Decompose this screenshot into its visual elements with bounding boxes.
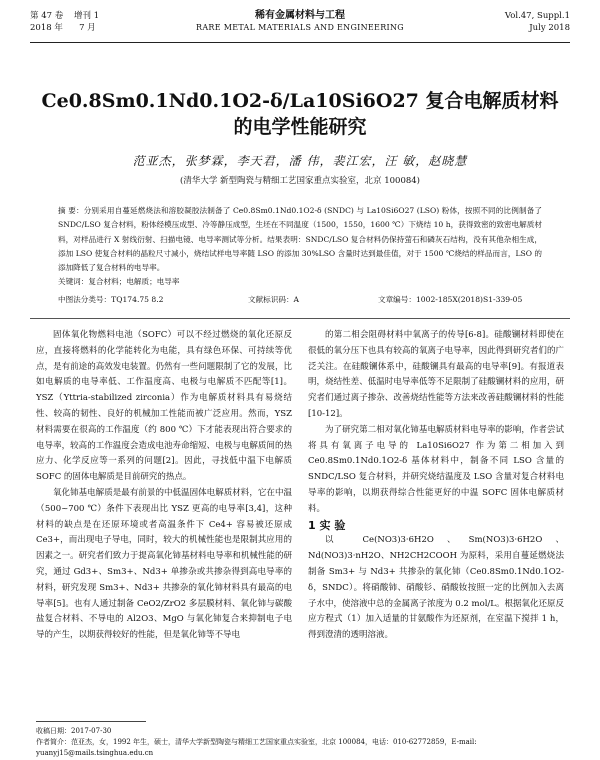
year-cn: 2018 年 bbox=[30, 23, 63, 33]
keywords: 关键词：复合材料；电解质；电导率 bbox=[58, 277, 180, 286]
running-header bbox=[30, 10, 570, 38]
body-paragraph: 氧化铈基电解质是最有前景的中低温固体电解质材料，它在中温（500~700 ℃）条件下表现出比 YSZ 更高的电导率[3,4]，这种材料的缺点是在还原环境或者高温条件下 Ce4+ 容易被还原成 Ce3+，而出现电子导电，同时，较大的机械性能也是限制其应用的因素之一。研究者们致力于提高氧化铈基材料电导率和机械性能的研究，通过 Gd3+、Sm3+、Nd3+ 单掺杂或共掺杂得到高电导率的材料，研究发现 Sm3+、Nd3+ 共掺杂的氧化铈材料具有最高的电导率[5]。也有人通过制备 CeO2/ZrO2 多层膜材料、氧化铈与碳酸盐复合材料、不导电的 Al2O3、MgO 与氧化铈复合来抑制电子电导的产生，以期获得较好的性能，但是氧化铈等不导电 bbox=[36, 487, 292, 641]
title-line-2: 的电学性能研究 bbox=[233, 116, 367, 138]
body-paragraph: 为了研究第二相对氧化铈基电解质材料电导率的影响，作者尝试将具有氧离子电导的 La10Si6O27 作为第二相加入到 Ce0.8Sm0.1Nd0.1O2-δ 基体材料中，制备不同 LSO 含量的 SNDC/LSO 复合材料，并研究烧结温度及 LSO 含量对复合材料电导率的影响，以期获得综合性能更好的中温 SOFC 固体电解质材料。 bbox=[308, 424, 564, 514]
affiliation: (清华大学 新型陶瓷与精细工艺国家重点实验室，北京 100084) bbox=[180, 176, 420, 186]
supplement-cn: 增刊 1 bbox=[74, 11, 100, 21]
body-paragraph: 以 Ce(NO3)3·6H2O、Sm(NO3)3·6H2O、Nd(NO3)3·nH2O、NH2CH2COOH 为原料，采用自蔓延燃烧法制备 Sm3+ 与 Nd3+ 共掺杂的氧化铈（Ce0.8Sm0.1Nd0.1O2-δ，SNDC）。将硝酸铈、硝酸钐、硝酸钕按照一定的比例加入去离子水中，使溶液中总的金属离子浓度为 0.2 mol/L。根据氧化还原反应方程式（1）加入适量的甘氨酸作为还原剂，在室温下搅拌 1 h，得到澄清的透明溶液。 bbox=[308, 535, 564, 641]
volume-en: Vol.47, Suppl.1 bbox=[504, 11, 570, 21]
abstract: 摘 要：分别采用自蔓延燃烧法和溶胶凝胶法制备了 Ce0.8Sm0.1Nd0.1O2-δ (SNDC) 与 La10Si6O27 (LSO) 粉体，按照不同的比例制备了 SNDC/LSO 复合材料，粉体经模压成型、冷等静压成型，生坯在不同温度（1500，1550，1600 ℃）下烧结 10 h，获得致密的致密电解质材料，对样品进行 X 射线衍射、扫描电镜、电导率测试等分析。结果表明：SNDC/LSO 复合材料仍保持萤石和磷灰石结构，没有其他杂相生成，添加 LSO 使复合材料的晶粒尺寸减小，烧结试样电导率随 LSO 的添加 30%LSO 含量时达到最佳值，对于 1500 ℃烧结的样品而言，LSO 的添加降低了复合材料的电导率。 bbox=[58, 206, 542, 273]
clc-number: 中图法分类号：TQ174.75 8.2 bbox=[58, 295, 164, 304]
date-en: July 2018 bbox=[529, 23, 570, 33]
body-right-column bbox=[308, 328, 564, 644]
volume-cn: 第 47 卷 bbox=[30, 11, 64, 21]
journal-title-en: RARE METAL MATERIALS AND ENGINEERING bbox=[196, 23, 404, 32]
article-number: 文章编号：1002-185X(2018)S1-339-05 bbox=[378, 295, 523, 304]
header-right bbox=[505, 10, 570, 34]
body-paragraph: 的第二相会阻碍材料中氧离子的传导[6-8]。硅酸镧材料即使在很低的氧分压下也具有较高的氧离子电导率，因此得到研究者们的广泛关注。在硅酸镧体系中，硅酸镧具有最高的电导率[9]。有报道表明，烧结性差、低温时电导率低等不足限制了硅酸镧材料的应用，研究者们通过离子掺杂、改善烧结性能等方法来改善硅酸镧材料的性能[10-12]。 bbox=[308, 330, 564, 419]
section-divider bbox=[30, 318, 570, 319]
body-paragraph: 固体氧化物燃料电池（SOFC）可以不经过燃烧的氧化还原反应，直接将燃料的化学能转化为电能，具有绿色环保、可持续等优点，是有前途的高效发电装置。仍然有一些问题限制了它的发展，比如电解质的电导率低、工作温度高、电极与电解质不匹配等[1]。YSZ（Yttria-stabilized zirconia）作为电解质材料具有易烧结性、较高的韧性、良好的机械加工性能而被广泛应用。然而，YSZ 材料需要在很高的工作温度（约 800 ℃）下才能表现出符合要求的电导率，较高的工作温度会造成电池寿命缩短、电极与电解质间的热应力、化学反应等一系列的问题[2]。因此，寻找低中温下电解质 SOFC 的固体电解质是目前研究的热点。 bbox=[36, 330, 292, 483]
footnotes bbox=[36, 726, 570, 759]
header-center bbox=[30, 10, 570, 34]
header-rule bbox=[30, 42, 570, 43]
received-date: 收稿日期：2017-07-30 bbox=[36, 727, 112, 735]
paper-title bbox=[20, 88, 580, 140]
author-bio: 作者简介：范亚杰，女，1992 年生，硕士，清华大学新型陶瓷与精细工艺国家重点实验室，北京 100084，电话：010-62772859，E-mail: yuanyj15@mails.tsinghua.edu.cn bbox=[36, 738, 477, 757]
author-list: 范亚杰，张梦霖，李天君，潘 伟，裴江宏，汪 敏，赵晓慧 bbox=[132, 154, 468, 168]
section-heading: 1 实 验 bbox=[308, 518, 346, 532]
title-line-1: Ce0.8Sm0.1Nd0.1O2-δ/La10Si6O27 复合电解质材料 bbox=[41, 90, 559, 112]
body-left-column bbox=[36, 328, 292, 644]
document-code: 文献标识码：A bbox=[248, 295, 300, 304]
footnote-rule bbox=[36, 721, 146, 722]
month-cn: 7 月 bbox=[79, 23, 96, 33]
journal-title-cn: 稀有金属材料与工程 bbox=[255, 10, 345, 21]
